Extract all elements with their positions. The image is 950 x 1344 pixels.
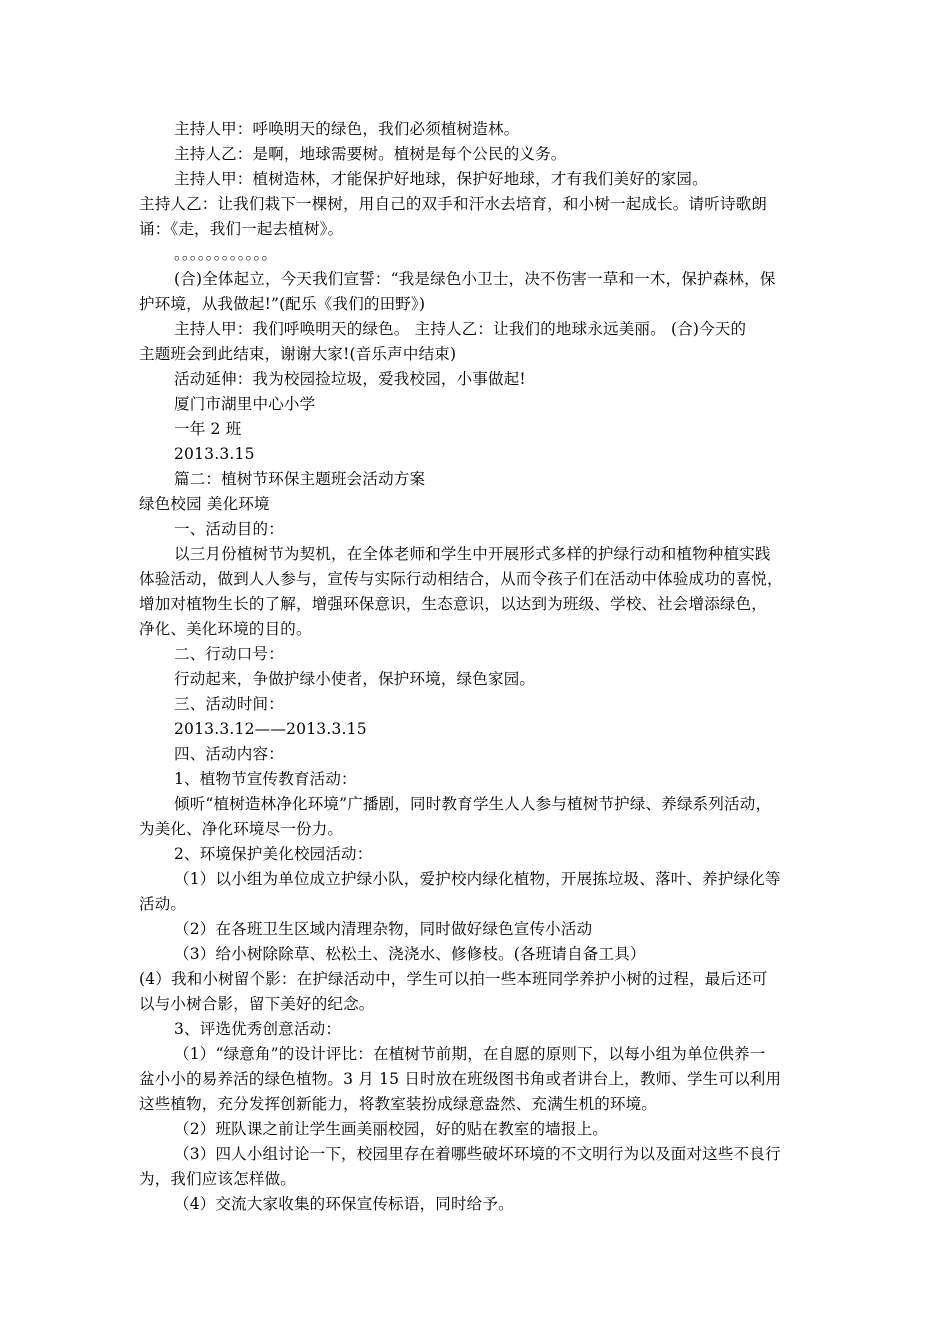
text-line: 行动起来，争做护绿小使者，保护环境，绿色家园。 bbox=[174, 670, 536, 688]
text-line: 3、评选优秀创意活动： bbox=[174, 1020, 342, 1038]
text-line: 2013.3.15 bbox=[174, 445, 255, 463]
text-line: 主持人甲：植树造林，才能保护好地球，保护好地球，才有我们美好的家园。 bbox=[174, 170, 708, 188]
text-line: 绿色校园 美化环境 bbox=[139, 495, 270, 513]
text-line: 护环境，从我做起!”(配乐《我们的田野》) bbox=[139, 295, 426, 313]
text-line: 活动。 bbox=[139, 895, 187, 913]
text-line: 诵：《走，我们一起去植树》。 bbox=[139, 220, 344, 238]
text-line: 这些植物，充分发挥创新能力，将教室装扮成绿意盎然、充满生机的环境。 bbox=[139, 1095, 658, 1113]
text-line: 净化、美化环境的目的。 bbox=[139, 620, 312, 638]
text-line: (合)全体起立，今天我们宣誓：“我是绿色小卫士，决不伤害一草和一木，保护森林，保 bbox=[174, 270, 776, 288]
text-line: 主持人甲：呼唤明天的绿色，我们必须植树造林。 bbox=[174, 120, 520, 138]
text-line: 。。。。。。。。。。。。 bbox=[174, 245, 278, 263]
text-line: 以与小树合影，留下美好的纪念。 bbox=[139, 995, 375, 1013]
text-line: 一、活动目的： bbox=[174, 520, 284, 538]
text-line: 以三月份植树节为契机，在全体老师和学生中开展形式多样的护绿行动和植物种植实践 bbox=[174, 545, 771, 563]
text-line: 三、活动时间： bbox=[174, 695, 284, 713]
text-line: 主持人乙：是啊，地球需要树。植树是每个公民的义务。 bbox=[174, 145, 567, 163]
text-line: 主题班会到此结束，谢谢大家!(音乐声中结束) bbox=[139, 345, 457, 363]
text-line: （4）交流大家收集的环保宣传标语，同时给予。 bbox=[174, 1195, 514, 1213]
text-line: （3）四人小组讨论一下，校园里存在着哪些破坏环境的不文明行为以及面对这些不良行 bbox=[174, 1145, 781, 1163]
text-line: 一年 2 班 bbox=[174, 420, 242, 438]
text-line: （2）班队课之前让学生画美丽校园，好的贴在教室的墙报上。 bbox=[174, 1120, 608, 1138]
text-line: 2、环境保护美化校园活动： bbox=[174, 845, 373, 863]
text-line: 活动延伸：我为校园捡垃圾，爱我校园，小事做起! bbox=[174, 370, 526, 388]
text-line: 为美化、净化环境尽一份力。 bbox=[139, 820, 344, 838]
text-line: 盆小小的易养活的绿色植物。3 月 15 日时放在班级图书角或者讲台上，教师、学生可以利用 bbox=[139, 1070, 782, 1088]
text-line: （3）给小树除除草、松松土、浇浇水、修修枝。(各班请自备工具） bbox=[174, 945, 646, 963]
text-line: （1）以小组为单位成立护绿小队，爱护校内绿化植物，开展拣垃圾、落叶、养护绿化等 bbox=[174, 870, 781, 888]
text-line: 体验活动，做到人人参与，宣传与实际行动相结合，从而令孩子们在活动中体验成功的喜悦， bbox=[139, 570, 783, 588]
section-heading: 篇二：植树节环保主题班会活动方案 bbox=[174, 470, 426, 488]
text-line: 2013.3.12——2013.3.15 bbox=[174, 720, 367, 738]
text-line: 1、植物节宣传教育活动： bbox=[174, 770, 357, 788]
text-line: (4）我和小树留个影：在护绿活动中，学生可以拍一些本班同学养护小树的过程，最后还可 bbox=[139, 970, 768, 988]
text-line: 厦门市湖里中心小学 bbox=[174, 395, 316, 413]
text-line: 四、活动内容： bbox=[174, 745, 284, 763]
text-line: 为，我们应该怎样做。 bbox=[139, 1170, 297, 1188]
text-line: 倾听“植树造林净化环境”广播剧，同时教育学生人人参与植树节护绿、养绿系列活动， bbox=[174, 795, 772, 813]
text-line: 主持人乙：让我们栽下一棵树，用自己的双手和汗水去培育，和小树一起成长。请听诗歌朗 bbox=[139, 195, 768, 213]
text-line: 增加对植物生长的了解，增强环保意识，生态意识，以达到为班级、学校、社会增添绿色， bbox=[139, 595, 768, 613]
text-line: 主持人甲：我们呼唤明天的绿色。 主持人乙：让我们的地球永远美丽。 (合)今天的 bbox=[174, 320, 747, 338]
text-line: 二、行动口号： bbox=[174, 645, 284, 663]
text-line: （2）在各班卫生区域内清理杂物，同时做好绿色宣传小活动 bbox=[174, 920, 593, 938]
text-line: （1）“绿意角”的设计评比：在植树节前期，在自愿的原则下，以每小组为单位供养一 bbox=[174, 1045, 766, 1063]
